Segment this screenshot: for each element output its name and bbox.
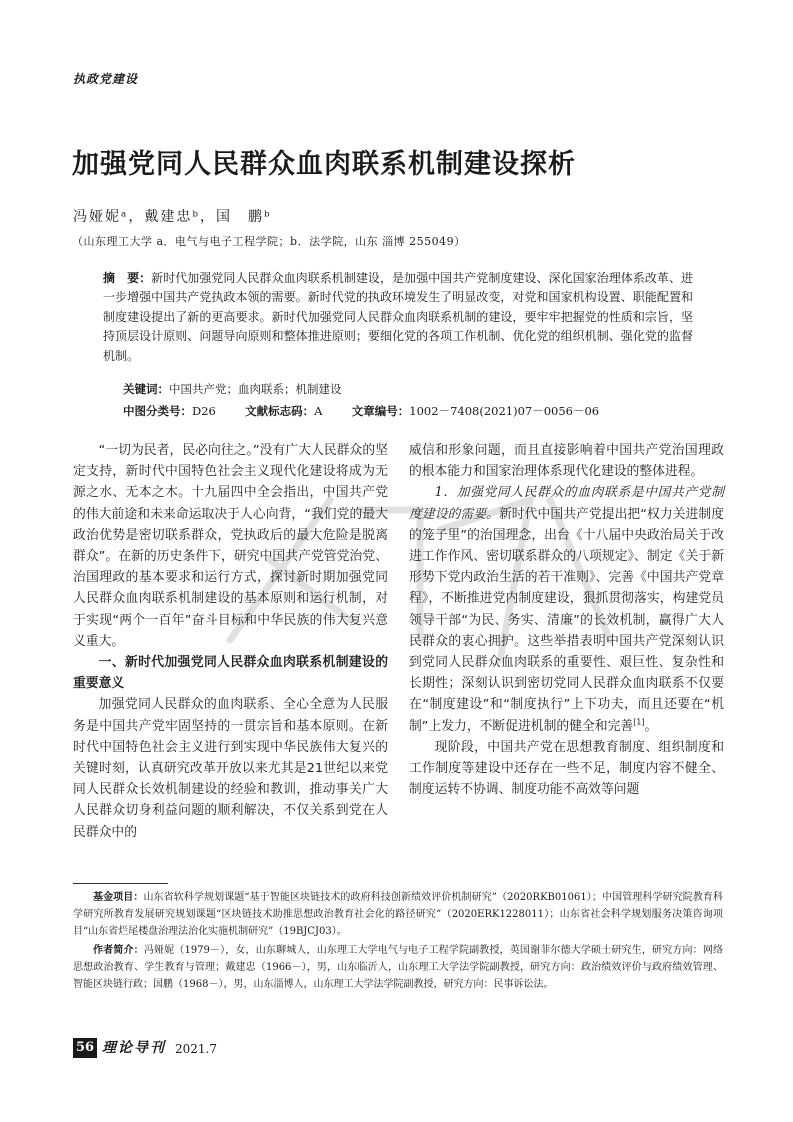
clc-label: 中图分类号： (123, 404, 192, 418)
paragraph-end: 。 (644, 718, 658, 734)
clc-code: D26 (192, 404, 216, 418)
article-no-label: 文章编号： (351, 404, 410, 418)
abstract-text: 新时代加强党同人民群众血肉联系机制建设，是加强中国共产党制度建设、深化国家治理体系改革、进一步增强中国共产党执政本领的需要。新时代党的执政环境发生了明显改变，对党和国家机构设置、职能配置和制度建设提出了新的更高要求。新时代加强党同人民群众血肉联系机制的建设，要牢牢把握党的性质和宗旨，坚持顶层设计原则、问题导向原则和整体推进原则；要细化党的各项工作机制、优化党的组织机制、强化党的监督机制。 (103, 271, 693, 363)
author-bio-label: 作者简介： (93, 945, 144, 956)
doc-code-label: 文献标志码： (245, 404, 315, 418)
paragraph-text: 新时代中国共产党提出把“权力关进制度的笼子里”的治国理念，出台《十八届中央政治局关于改进工作作风、密切联系群众的八项规定》、制定《关于新形势下党内政治生活的若干准则》、完善《中国共产党章程》，不断推进党内制度建设，狠抓贯彻落实，构建党员领导干部“为民、务实、清廉”的长效机制，赢得广大人民群众的衷心拥护。这些举措表明中国共产党深刻认识到党同人民群众血肉联系的重要性、艰巨性、复杂性和长期性；深刻认识到密切党同人民群众血肉联系不仅要在“制度建设”和“制度执行”上下功夫，而且还要在“机制”上发力，不断促进机制的健全和完善 (409, 506, 725, 734)
keywords: 中国共产党；血肉联系；机制建设 (169, 382, 342, 396)
page-number: 56 (73, 1038, 97, 1058)
subsection-lead: 1．加强党同人民群众的血肉联系是中国共产党制度建设的需要。 (409, 485, 724, 522)
body-column-right (409, 440, 724, 800)
classification-row (123, 403, 599, 419)
author-bio-text: 冯娅妮（1979－），女，山东聊城人，山东理工大学电气与电子工程学院副教授，英国谢菲尔德大学硕士研究生，研究方向：网络思想政治教育、学生教育与管理；戴建忠（1966－），男，山东临沂人，山东理工大学法学院副教授，研究方向：政治绩效评价与政府绩效管理、智能区块链行政；国鹏（1968－），男，山东淄博人，山东理工大学法学院副教授，研究方向：民事诉讼法。 (73, 945, 723, 990)
author-bio-note (73, 942, 723, 993)
body-paragraph (409, 482, 724, 736)
article-title: 加强党同人民群众血肉联系机制建设探析 (72, 149, 576, 180)
footnotes (73, 889, 723, 995)
body-paragraph: 加强党同人民群众的血肉联系、全心全意为人民服务是中国共产党牢固坚持的一贯宗旨和基本原则。在新时代中国特色社会主义进行到实现中华民族伟大复兴的关键时刻，认真研究改革开放以来尤其是21世纪以来党同人民群众长效机制建设的经验和教训，推动事关广大人民群众切身利益问题的顺利解决，不仅关系到党在人民群众中的 (73, 697, 388, 840)
body-paragraph: 现阶段，中国共产党在思想教育制度、组织制度和工作制度等建设中还存在一些不足，制度内容不健全、制度运转不协调、制度功能不高效等问题 (409, 739, 724, 798)
citation-ref: [1] (633, 717, 645, 727)
author-affiliation: （山东理工大学 a．电气与电子工程学院；b．法学院，山东 淄博 255049） (72, 235, 466, 248)
journal-issue: 2021.7 (175, 1042, 217, 1056)
keywords-label: 关键词： (123, 382, 169, 396)
article-authors: 冯娅妮ᵃ，戴建忠ᵇ，国 鹏ᵇ (73, 209, 272, 225)
body-paragraph: 威信和形象问题，而且直接影响着中国共产党治国理政的根本能力和国家治理体系现代化建设的整体进程。 (409, 443, 724, 480)
abstract-label: 摘 要： (103, 271, 152, 285)
journal-name: 理论导刊 (102, 1040, 166, 1056)
body-paragraph: “一切为民者，民必向往之。”没有广大人民群众的坚定支持，新时代中国特色社会主义现代化建设将成为无源之水、无本之木。十九届四中全会指出，中国共产党的伟大前途和未来命运取决于人心向背，“我们党的最大政治优势是密切联系群众，党执政后的最大危险是脱离群众”。在新的历史条件下，研究中国共产党管党治党、治国理政的基本要求和运行方式，探讨新时期加强党同人民群众血肉联系机制建设的基本原则和运行机制，对于实现“两个一百年”奋斗目标和中华民族的伟大复兴意义重大。 (73, 443, 388, 649)
section-tag: 执政党建设 (73, 72, 139, 86)
section-heading: 一、新时代加强党同人民群众血肉联系机制建设的重要意义 (73, 655, 388, 692)
article-no: 1002－7408(2021)07－0056－06 (409, 404, 600, 418)
funding-note (73, 889, 723, 940)
doc-code: A (314, 404, 323, 418)
body-column-left (73, 440, 388, 843)
abstract (103, 269, 693, 366)
keywords-row (123, 381, 342, 397)
footnote-divider (73, 883, 168, 884)
funding-text: 山东省软科学规划课题“基于智能区块链技术的政府科技创新绩效评价机制研究”（2020RKB01061）；中国管理科学研究院教育科学研究所教育发展研究规划课题“区块链技术助推思想政治教育社会化的路径研究”（2020ERK1228011）；山东省社会科学规划服务决策咨询项目“山东省烂尾楼盘治理法治化实施机制研究”（19BJCJ03）。 (73, 892, 723, 937)
funding-label: 基金项目： (93, 892, 144, 903)
